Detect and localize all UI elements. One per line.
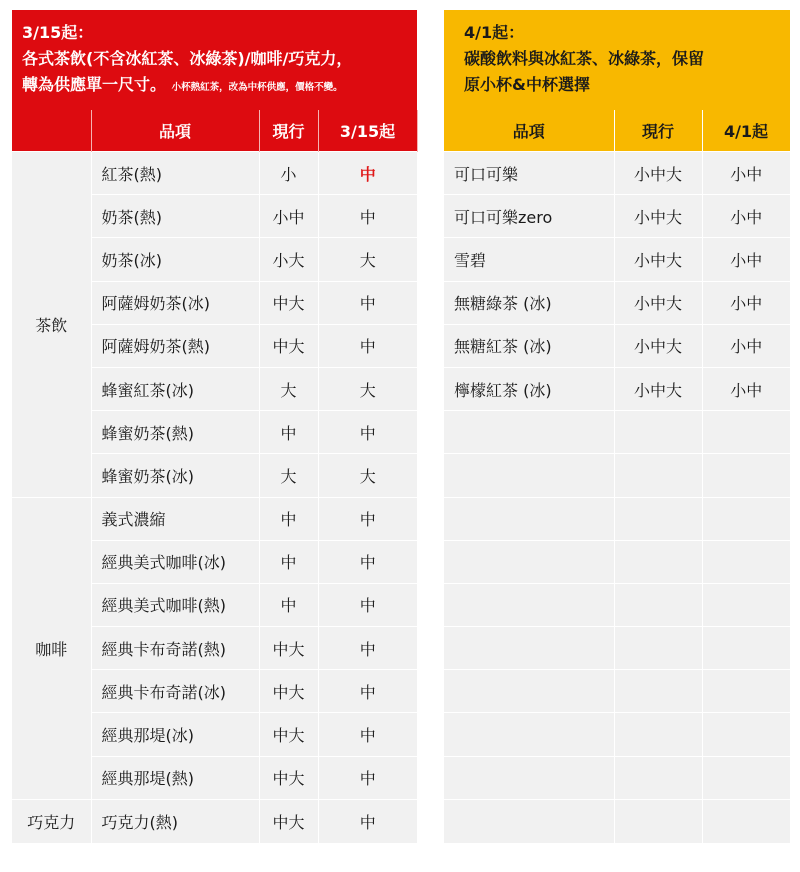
left-header-current: 現行 <box>259 110 318 152</box>
right-header-row <box>444 110 790 152</box>
empty-cell <box>614 627 702 670</box>
left-banner-line3: 轉為供應單一尺寸。 <box>22 75 167 94</box>
table-row <box>12 152 417 195</box>
new-size-cell: 大 <box>318 454 417 497</box>
left-header-row <box>12 110 417 152</box>
item-cell: 蜂蜜紅茶(冰) <box>91 367 259 410</box>
empty-cell <box>444 540 614 583</box>
current-size-cell: 中 <box>259 497 318 540</box>
current-size-cell: 中大 <box>259 670 318 713</box>
new-size-cell: 中 <box>318 540 417 583</box>
current-size-cell: 中 <box>259 540 318 583</box>
item-cell: 巧克力(熱) <box>91 799 259 842</box>
item-cell: 經典美式咖啡(冰) <box>91 540 259 583</box>
right-header-new: 4/1起 <box>702 110 790 152</box>
empty-cell <box>614 454 702 497</box>
current-size-cell: 中 <box>259 411 318 454</box>
item-cell: 可口可樂 <box>444 152 614 195</box>
left-banner-line2: 各式茶飲(不含冰紅茶、冰綠茶)/咖啡/巧克力， <box>22 49 353 68</box>
empty-cell <box>702 670 790 713</box>
new-size-cell: 中 <box>318 756 417 799</box>
empty-cell <box>444 670 614 713</box>
empty-cell <box>702 756 790 799</box>
current-size-cell: 中大 <box>259 799 318 842</box>
empty-cell <box>702 454 790 497</box>
item-cell: 經典那堤(冰) <box>91 713 259 756</box>
item-cell: 奶茶(冰) <box>91 238 259 281</box>
current-size-cell: 小中大 <box>614 238 702 281</box>
item-cell: 無糖紅茶 (冰) <box>444 324 614 367</box>
new-size-cell: 中 <box>318 324 417 367</box>
empty-cell <box>614 497 702 540</box>
empty-row <box>444 497 790 540</box>
item-cell: 義式濃縮 <box>91 497 259 540</box>
empty-cell <box>702 583 790 626</box>
empty-row <box>444 627 790 670</box>
current-size-cell: 中大 <box>259 756 318 799</box>
current-size-cell: 小中大 <box>614 367 702 410</box>
current-size-cell: 中大 <box>259 324 318 367</box>
current-size-cell: 小 <box>259 152 318 195</box>
item-cell: 蜂蜜奶茶(熱) <box>91 411 259 454</box>
current-size-cell: 中大 <box>259 627 318 670</box>
item-cell: 奶茶(熱) <box>91 195 259 238</box>
item-cell: 經典卡布奇諾(冰) <box>91 670 259 713</box>
empty-row <box>444 799 790 842</box>
table-row <box>444 152 790 195</box>
left-header-new: 3/15起 <box>318 110 417 152</box>
empty-cell <box>444 756 614 799</box>
current-size-cell: 小中大 <box>614 195 702 238</box>
current-size-cell: 小中 <box>259 195 318 238</box>
right-header-item: 品項 <box>444 110 614 152</box>
table-row <box>12 497 417 540</box>
new-size-cell: 小中 <box>702 367 790 410</box>
right-panel <box>444 10 790 843</box>
empty-cell <box>702 627 790 670</box>
new-size-cell: 中 <box>318 195 417 238</box>
item-cell: 阿薩姆奶茶(冰) <box>91 281 259 324</box>
empty-row <box>444 670 790 713</box>
empty-cell <box>702 497 790 540</box>
empty-cell <box>444 713 614 756</box>
new-size-cell: 小中 <box>702 281 790 324</box>
empty-cell <box>614 670 702 713</box>
table-row <box>12 799 417 842</box>
new-size-cell: 小中 <box>702 238 790 281</box>
empty-row <box>444 540 790 583</box>
empty-cell <box>444 411 614 454</box>
item-cell: 紅茶(熱) <box>91 152 259 195</box>
left-banner-line1: 3/15起： <box>22 23 94 42</box>
new-size-cell: 小中 <box>702 324 790 367</box>
current-size-cell: 中大 <box>259 281 318 324</box>
category-cell: 咖啡 <box>12 497 91 799</box>
left-table <box>12 110 418 843</box>
current-size-cell: 中 <box>259 583 318 626</box>
right-banner-line2: 碳酸飲料與冰紅茶、冰綠茶，保留 <box>464 49 705 68</box>
current-size-cell: 小大 <box>259 238 318 281</box>
item-cell: 無糖綠茶 (冰) <box>444 281 614 324</box>
item-cell: 阿薩姆奶茶(熱) <box>91 324 259 367</box>
empty-cell <box>444 583 614 626</box>
right-table <box>444 110 791 843</box>
new-size-cell: 中 <box>318 497 417 540</box>
empty-cell <box>614 713 702 756</box>
current-size-cell: 小中大 <box>614 152 702 195</box>
item-cell: 蜂蜜奶茶(冰) <box>91 454 259 497</box>
empty-row <box>444 454 790 497</box>
left-banner <box>12 10 417 110</box>
left-header-category <box>12 110 91 152</box>
left-banner-line3-wrap <box>22 72 407 101</box>
item-cell: 雪碧 <box>444 238 614 281</box>
new-size-cell: 小中 <box>702 195 790 238</box>
empty-cell <box>614 583 702 626</box>
empty-row <box>444 756 790 799</box>
right-header-current: 現行 <box>614 110 702 152</box>
new-size-cell: 中 <box>318 627 417 670</box>
category-cell: 巧克力 <box>12 799 91 842</box>
left-header-item: 品項 <box>91 110 259 152</box>
new-size-cell: 中 <box>318 713 417 756</box>
left-panel <box>12 10 417 843</box>
table-row <box>444 238 790 281</box>
table-row <box>444 324 790 367</box>
new-size-cell: 大 <box>318 367 417 410</box>
table-row <box>444 195 790 238</box>
empty-cell <box>702 713 790 756</box>
empty-row <box>444 411 790 454</box>
new-size-cell: 中 <box>318 583 417 626</box>
empty-cell <box>614 540 702 583</box>
new-size-cell: 大 <box>318 238 417 281</box>
empty-cell <box>702 799 790 842</box>
right-table-body <box>444 152 790 843</box>
empty-cell <box>614 799 702 842</box>
item-cell: 經典那堤(熱) <box>91 756 259 799</box>
empty-cell <box>444 799 614 842</box>
new-size-cell: 中 <box>318 281 417 324</box>
left-table-body <box>12 152 417 843</box>
left-banner-note: 小杯熱紅茶，改為中杯供應，價格不變。 <box>171 82 343 93</box>
item-cell: 經典美式咖啡(熱) <box>91 583 259 626</box>
new-size-cell: 中 <box>318 670 417 713</box>
item-cell: 檸檬紅茶 (冰) <box>444 367 614 410</box>
table-row <box>444 367 790 410</box>
empty-cell <box>444 627 614 670</box>
item-cell: 可口可樂zero <box>444 195 614 238</box>
current-size-cell: 中大 <box>259 713 318 756</box>
empty-row <box>444 583 790 626</box>
right-banner-line1: 4/1起： <box>464 23 525 42</box>
right-banner <box>444 10 790 110</box>
current-size-cell: 小中大 <box>614 324 702 367</box>
current-size-cell: 大 <box>259 454 318 497</box>
new-size-cell: 中 <box>318 152 417 195</box>
item-cell: 經典卡布奇諾(熱) <box>91 627 259 670</box>
empty-cell <box>702 411 790 454</box>
right-banner-line3: 原小杯&中杯選擇 <box>464 75 590 94</box>
empty-row <box>444 713 790 756</box>
new-size-cell: 中 <box>318 799 417 842</box>
empty-cell <box>614 411 702 454</box>
empty-cell <box>444 497 614 540</box>
category-cell: 茶飲 <box>12 152 91 498</box>
table-row <box>444 281 790 324</box>
new-size-cell: 小中 <box>702 152 790 195</box>
current-size-cell: 小中大 <box>614 281 702 324</box>
empty-cell <box>444 454 614 497</box>
new-size-cell: 中 <box>318 411 417 454</box>
current-size-cell: 大 <box>259 367 318 410</box>
empty-cell <box>614 756 702 799</box>
empty-cell <box>702 540 790 583</box>
